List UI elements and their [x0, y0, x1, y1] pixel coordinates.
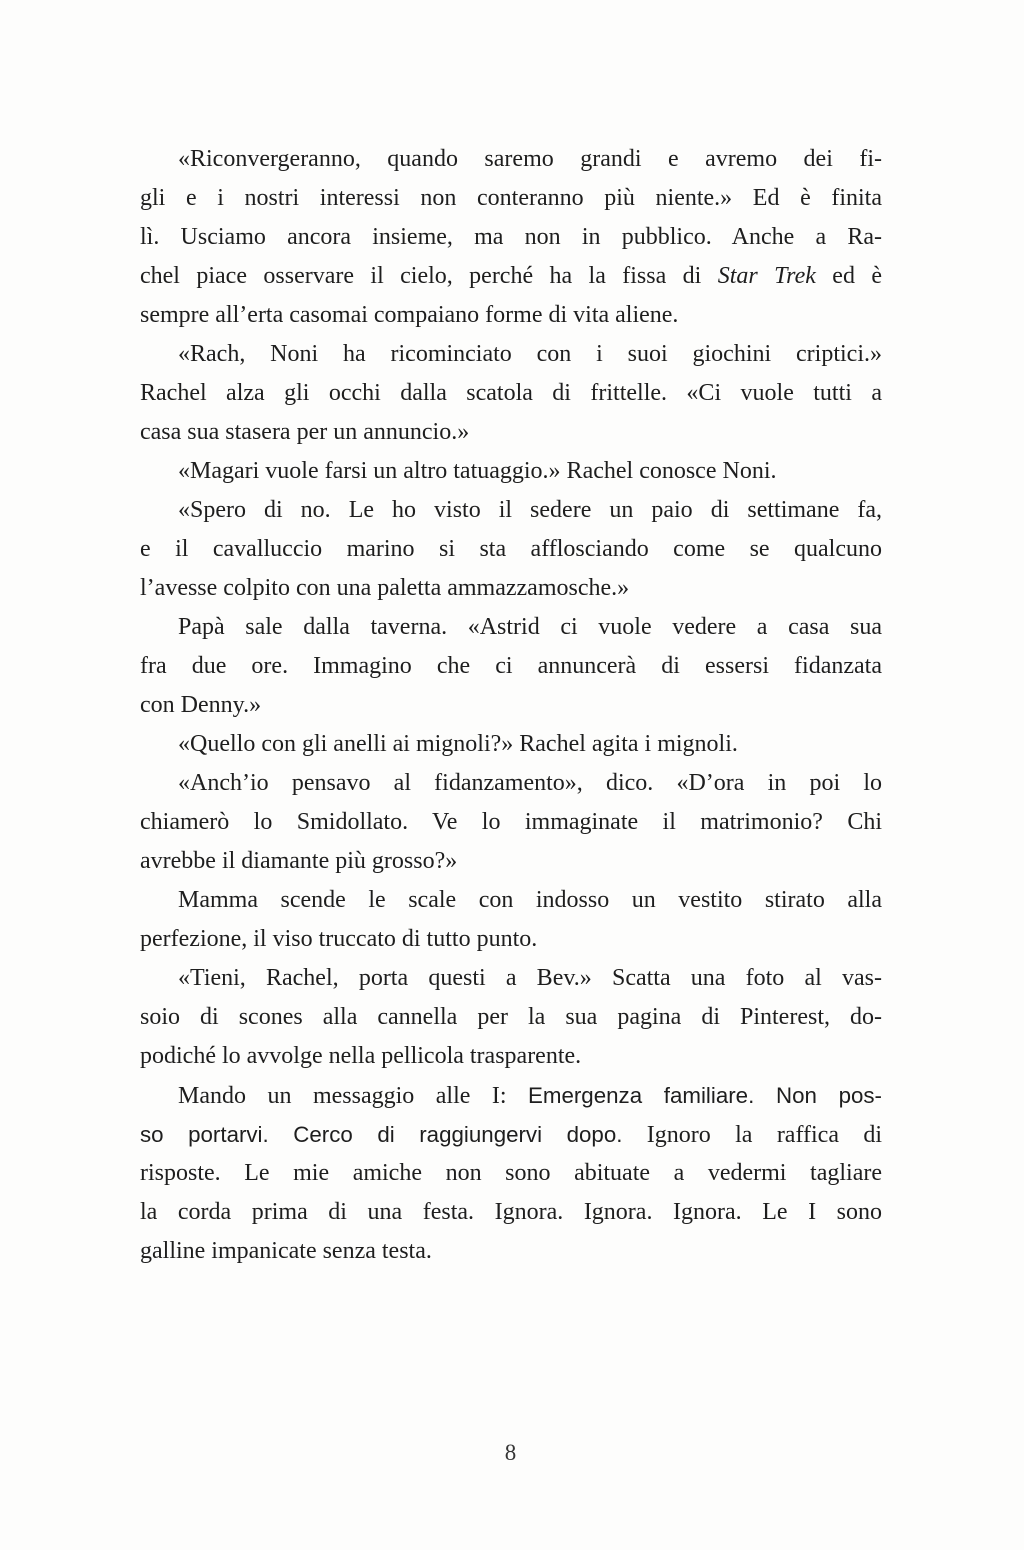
text-line	[140, 530, 882, 569]
text-segment: «Quello con gli anelli ai mignoli?» Rachel agita i mignoli.	[178, 731, 738, 757]
text-line	[140, 413, 882, 452]
text-segment: Papà sale dalla taverna. «Astrid ci vuole vedere a casa sua	[178, 614, 882, 640]
text-segment: chel piace osservare il cielo, perché ha la fissa di	[140, 263, 718, 289]
text-segment: lì. Usciamo ancora insieme, ma non in pubblico. Anche a Ra-	[140, 224, 882, 250]
text-line	[140, 647, 882, 686]
text-segment: avrebbe il diamante più grosso?»	[140, 848, 458, 874]
text-segment: galline impanicate senza testa.	[140, 1238, 432, 1264]
text-line	[140, 959, 882, 998]
text-line	[140, 296, 882, 335]
text-segment: risposte. Le mie amiche non sono abituate a vedermi tagliare	[140, 1160, 882, 1186]
text-segment: «Magari vuole farsi un altro tatuaggio.» Rachel conosce Noni.	[178, 458, 777, 484]
message-text-segment: so portarvi. Cerco di raggiungervi dopo.	[140, 1122, 623, 1147]
text-segment: Ignoro la raffica di	[622, 1122, 882, 1148]
text-segment: Mamma scende le scale con indosso un vestito stirato alla	[178, 887, 882, 913]
text-segment: Mando un messaggio alle I:	[178, 1083, 528, 1109]
text-line	[140, 218, 882, 257]
text-line	[140, 725, 882, 764]
text-line	[140, 803, 882, 842]
text-segment: gli e i nostri interessi non conteranno più niente.» Ed è finita	[140, 185, 882, 211]
text-segment: «Riconvergeranno, quando saremo grandi e avremo dei fi-	[178, 146, 882, 172]
text-segment: con Denny.»	[140, 692, 262, 718]
text-line	[140, 608, 882, 647]
text-line	[140, 764, 882, 803]
text-line	[140, 920, 882, 959]
text-line	[140, 491, 882, 530]
text-segment: chiamerò lo Smidollato. Ve lo immaginate il matrimonio? Chi	[140, 809, 882, 835]
text-segment: «Anch’io pensavo al fidanzamento», dico. «D’ora in poi lo	[178, 770, 882, 796]
text-segment: l’avesse colpito con una paletta ammazzamosche.»	[140, 575, 630, 601]
text-line	[140, 1076, 882, 1115]
text-segment: Rachel alza gli occhi dalla scatola di frittelle. «Ci vuole tutti a	[140, 380, 882, 406]
text-segment: fra due ore. Immagino che ci annuncerà di essersi fidanzata	[140, 653, 882, 679]
text-line	[140, 998, 882, 1037]
text-line	[140, 1193, 882, 1232]
text-line	[140, 1154, 882, 1193]
text-line	[140, 686, 882, 725]
text-line	[140, 179, 882, 218]
message-text-segment: Emergenza familiare. Non pos-	[528, 1083, 882, 1108]
page-number: 8	[504, 1440, 518, 1465]
body-text	[140, 140, 882, 1271]
text-line	[140, 452, 882, 491]
italic-title-segment: Star Trek	[717, 263, 816, 289]
text-segment: e il cavalluccio marino si sta afflosciando come se qualcuno	[140, 536, 882, 562]
text-segment: la corda prima di una festa. Ignora. Ignora. Ignora. Le I sono	[140, 1199, 882, 1225]
text-segment: sempre all’erta casomai compaiano forme di vita aliene.	[140, 302, 679, 328]
text-line	[140, 881, 882, 920]
text-segment: «Spero di no. Le ho visto il sedere un paio di settimane fa,	[178, 497, 882, 523]
text-line	[140, 374, 882, 413]
text-segment: «Rach, Noni ha ricominciato con i suoi giochini criptici.»	[178, 341, 882, 367]
text-line	[140, 140, 882, 179]
text-line	[140, 1037, 882, 1076]
text-line	[140, 335, 882, 374]
text-segment: casa sua stasera per un annuncio.»	[140, 419, 470, 445]
text-segment: perfezione, il viso truccato di tutto punto.	[140, 926, 538, 952]
text-segment: «Tieni, Rachel, porta questi a Bev.» Scatta una foto al vas-	[178, 965, 882, 991]
text-line	[140, 1115, 882, 1154]
text-segment: soio di scones alla cannella per la sua pagina di Pinterest, do-	[140, 1004, 882, 1030]
text-line	[140, 569, 882, 608]
text-line	[140, 842, 882, 881]
text-line	[140, 1232, 882, 1271]
text-segment: podiché lo avvolge nella pellicola trasparente.	[140, 1043, 582, 1069]
text-segment: ed è	[815, 263, 882, 289]
text-line	[140, 257, 882, 296]
